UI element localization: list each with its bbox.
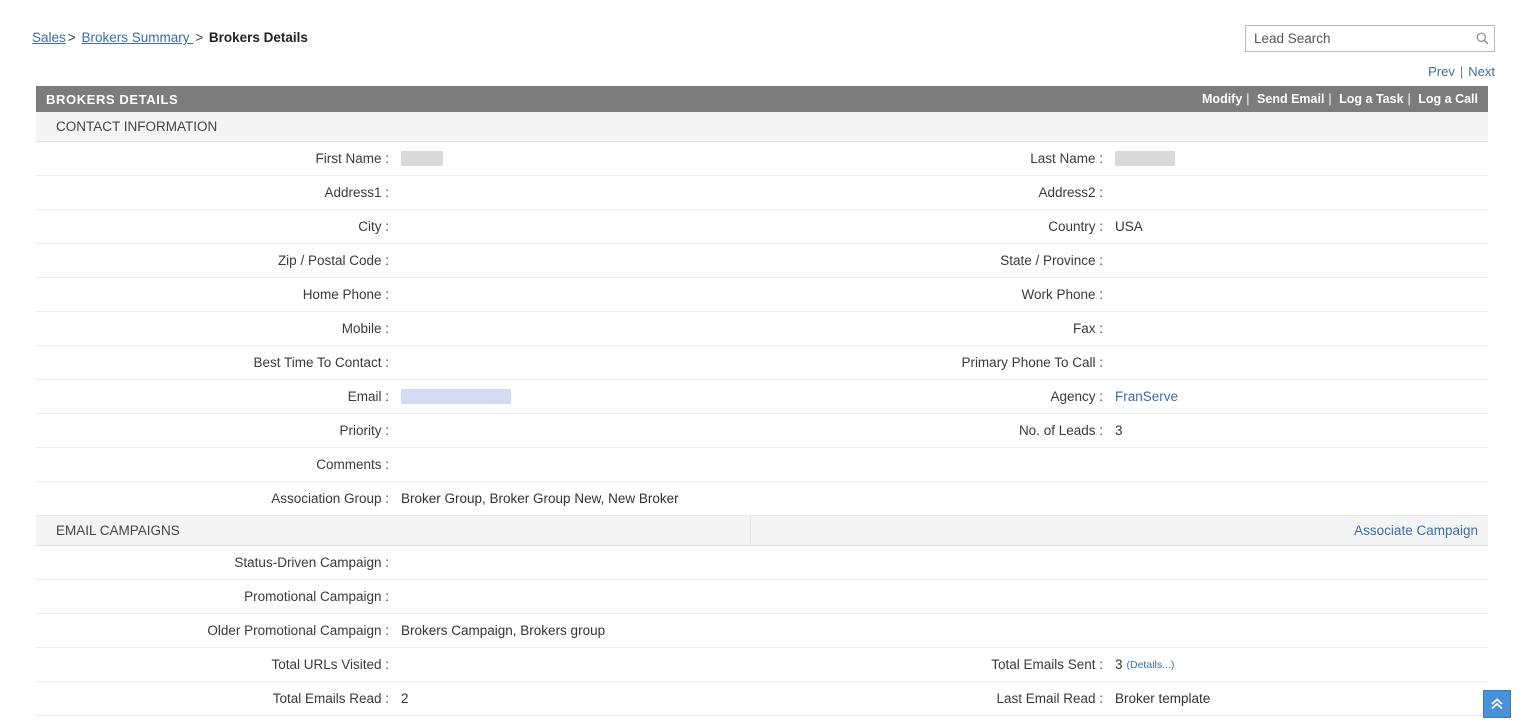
search-input[interactable] <box>1246 26 1470 51</box>
next-link[interactable]: Next <box>1468 64 1495 79</box>
search-icon[interactable] <box>1470 26 1494 51</box>
section-title-email-campaigns: EMAIL CAMPAIGNS <box>56 523 180 538</box>
label-address2: Address2 : <box>1038 185 1103 200</box>
breadcrumb-current: Brokers Details <box>208 30 308 45</box>
total-emails-sent-details-link[interactable]: (Details...) <box>1126 658 1175 671</box>
label-first-name: First Name : <box>315 151 389 166</box>
section-title-contact-information: CONTACT INFORMATION <box>56 119 218 134</box>
field-row-comments <box>36 448 1488 482</box>
field-row-mobile-fax <box>36 312 1488 346</box>
label-mobile: Mobile : <box>341 321 389 336</box>
value-address1 <box>401 176 750 209</box>
value-older-promotional-campaign: Brokers Campaign, Brokers group <box>401 623 606 638</box>
value-home-phone <box>401 278 750 311</box>
field-row-status-driven-campaign <box>36 546 1488 580</box>
field-row-association-group <box>36 482 1488 516</box>
modify-button[interactable]: Modify <box>1202 92 1243 106</box>
send-email-button[interactable]: Send Email <box>1257 92 1325 106</box>
associate-campaign-link[interactable]: Associate Campaign <box>1354 523 1478 538</box>
label-total-emails-sent: Total Emails Sent : <box>991 657 1103 672</box>
breadcrumb-separator-2: > <box>195 30 204 45</box>
label-state-province: State / Province : <box>1000 253 1103 268</box>
value-address2 <box>1115 176 1488 209</box>
field-row-city-country <box>36 210 1488 244</box>
value-no-of-leads: 3 <box>1115 423 1123 438</box>
value-city <box>401 210 750 243</box>
scroll-to-top-button[interactable] <box>1483 690 1511 718</box>
value-mobile <box>401 312 750 345</box>
log-a-task-button[interactable]: Log a Task <box>1339 92 1404 106</box>
field-row-email-agency <box>36 380 1488 414</box>
label-zip-postal-code: Zip / Postal Code : <box>277 253 389 268</box>
associate-campaign-cell <box>750 516 1488 546</box>
value-state-province <box>1115 244 1488 277</box>
prev-link[interactable]: Prev <box>1428 64 1455 79</box>
lead-search-box[interactable] <box>1245 25 1495 52</box>
section-header-contact-information <box>36 112 1488 142</box>
breadcrumb <box>32 30 308 45</box>
field-row-older-promotional-campaign <box>36 614 1488 648</box>
label-total-urls-visited: Total URLs Visited : <box>271 657 389 672</box>
value-agency <box>1115 380 1488 413</box>
label-best-time-to-contact: Best Time To Contact : <box>253 355 389 370</box>
breadcrumb-link-sales[interactable]: Sales <box>32 30 66 45</box>
value-status-driven-campaign <box>401 546 1488 579</box>
value-association-group: Broker Group, Broker Group New, New Broker <box>401 491 679 506</box>
pager <box>1428 64 1495 79</box>
value-email <box>401 380 750 413</box>
value-fax <box>1115 312 1488 345</box>
value-first-name <box>401 142 750 175</box>
field-row-zip-state <box>36 244 1488 278</box>
label-agency: Agency : <box>1050 389 1103 404</box>
label-promotional-campaign: Promotional Campaign : <box>244 589 389 604</box>
breadcrumb-separator-1: > <box>67 30 76 45</box>
label-total-emails-read: Total Emails Read : <box>272 691 389 706</box>
action-divider-3: | <box>1407 92 1411 106</box>
value-comments <box>401 448 750 481</box>
section-header-email-campaigns <box>36 516 1488 546</box>
agency-link[interactable]: FranServe <box>1115 389 1179 404</box>
value-total-emails-sent: 3 <box>1115 657 1123 672</box>
label-comments-right-spacer <box>750 448 1115 481</box>
label-older-promotional-campaign: Older Promotional Campaign : <box>207 623 389 638</box>
double-chevron-up-icon <box>1489 696 1505 712</box>
value-total-emails-sent-cell <box>1115 648 1488 681</box>
value-total-emails-read: 2 <box>401 691 409 706</box>
masked-last-name <box>1115 151 1175 166</box>
label-city: City : <box>358 219 389 234</box>
breadcrumb-link-brokers-summary[interactable]: Brokers Summary <box>81 30 194 45</box>
value-country: USA <box>1115 219 1143 234</box>
label-primary-phone-to-call: Primary Phone To Call : <box>961 355 1103 370</box>
field-row-best-time-primary-phone <box>36 346 1488 380</box>
action-divider-2: | <box>1328 92 1332 106</box>
value-total-urls-visited <box>401 648 750 681</box>
brokers-details-panel <box>36 86 1488 716</box>
label-email: Email : <box>347 389 389 404</box>
label-fax: Fax : <box>1072 321 1103 336</box>
value-best-time-to-contact <box>401 346 750 379</box>
label-comments: Comments : <box>316 457 389 472</box>
field-row-home-work-phone <box>36 278 1488 312</box>
page-title: BROKERS DETAILS <box>46 91 179 107</box>
label-country: Country : <box>1048 219 1103 234</box>
field-row-promotional-campaign <box>36 580 1488 614</box>
top-bar <box>0 0 1523 79</box>
label-work-phone: Work Phone : <box>1021 287 1103 302</box>
label-priority: Priority : <box>339 423 389 438</box>
field-row-first-last-name <box>36 142 1488 176</box>
pager-divider: | <box>1459 64 1464 79</box>
label-address1: Address1 : <box>324 185 389 200</box>
email-campaigns-rows <box>36 546 1488 716</box>
value-priority <box>401 414 750 447</box>
log-a-call-button[interactable]: Log a Call <box>1418 92 1478 106</box>
label-last-name: Last Name : <box>1030 151 1103 166</box>
field-row-priority-leads <box>36 414 1488 448</box>
field-row-urls-visited-emails-sent <box>36 648 1488 682</box>
panel-actions <box>1202 92 1478 106</box>
value-work-phone <box>1115 278 1488 311</box>
masked-email <box>401 389 511 404</box>
label-home-phone: Home Phone : <box>302 287 389 302</box>
field-row-address <box>36 176 1488 210</box>
label-association-group: Association Group : <box>271 491 389 506</box>
field-row-emails-read-last-email-read <box>36 682 1488 716</box>
value-zip-postal-code <box>401 244 750 277</box>
label-status-driven-campaign: Status-Driven Campaign : <box>234 555 389 570</box>
value-last-email-read: Broker template <box>1115 691 1211 706</box>
label-last-email-read: Last Email Read : <box>996 691 1103 706</box>
section-contact-right-spacer <box>750 112 1488 142</box>
value-primary-phone-to-call <box>1115 346 1488 379</box>
value-last-name <box>1115 142 1488 175</box>
value-comments-right-spacer <box>1115 448 1488 481</box>
label-no-of-leads: No. of Leads : <box>1018 423 1103 438</box>
panel-header <box>36 86 1488 112</box>
masked-first-name <box>401 151 443 166</box>
value-promotional-campaign <box>401 580 1488 613</box>
contact-information-rows <box>36 142 1488 516</box>
action-divider-1: | <box>1246 92 1250 106</box>
